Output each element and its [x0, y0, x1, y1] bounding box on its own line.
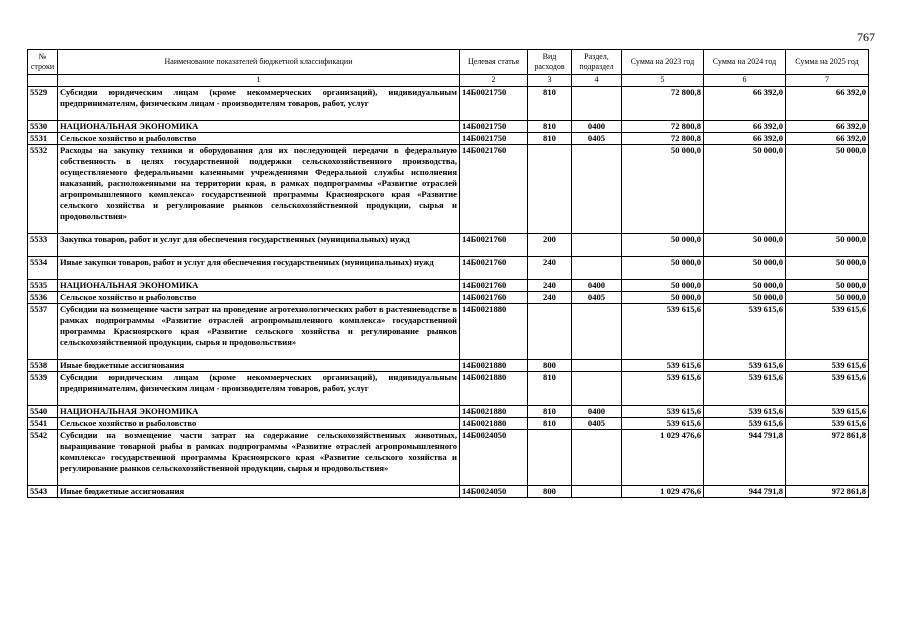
sum-2024-cell: 50 000,0: [704, 280, 786, 292]
sum-2025-cell: 50 000,0: [786, 145, 869, 234]
sum-2025-cell: 50 000,0: [786, 280, 869, 292]
section-cell: 0405: [572, 292, 622, 304]
expense-type-cell: 810: [528, 121, 572, 133]
table-row: [28, 234, 869, 257]
table-row: [28, 145, 869, 234]
table-row: [28, 292, 869, 304]
section-cell: 0405: [572, 418, 622, 430]
sum-2024-cell: 50 000,0: [704, 145, 786, 234]
sum-2025-cell: 539 615,6: [786, 304, 869, 360]
column-number: 4: [572, 75, 622, 87]
section-cell: [572, 486, 622, 498]
target-code-cell: 14Б0021880: [460, 304, 528, 360]
sum-2023-cell: 50 000,0: [622, 257, 704, 280]
row-number-cell: 5543: [28, 486, 58, 498]
sum-2023-cell: 72 800,8: [622, 121, 704, 133]
row-number-cell: 5532: [28, 145, 58, 234]
row-number-cell: 5538: [28, 360, 58, 372]
sum-2025-cell: 50 000,0: [786, 234, 869, 257]
page-number: 767: [857, 30, 875, 44]
sum-2025-cell: 539 615,6: [786, 406, 869, 418]
header-row: [28, 50, 869, 75]
table-row: [28, 486, 869, 498]
row-name-cell: Закупка товаров, работ и услуг для обеспечения государственных (муниципальных) нужд: [58, 234, 460, 257]
header-name: Наименование показателей бюджетной классификации: [58, 50, 460, 75]
row-name-cell: Субсидии на возмещение части затрат на проведение агротехнологических работ в растениеводстве в рамках подпрограммы «Развитие отраслей агропромышленного комплекса» государственной программы Красноярского края «Развитие сельского хозяйства и регулирование рынков сельскохозяйственной продукции, сырья и продовольствия»: [58, 304, 460, 360]
table-row: [28, 372, 869, 406]
column-number: 7: [786, 75, 869, 87]
table-row: [28, 133, 869, 145]
target-code-cell: 14Б0021880: [460, 406, 528, 418]
sum-2025-cell: 539 615,6: [786, 360, 869, 372]
sum-2024-cell: 539 615,6: [704, 360, 786, 372]
target-code-cell: 14Б0021760: [460, 145, 528, 234]
target-code-cell: 14Б0021750: [460, 121, 528, 133]
target-code-cell: 14Б0021880: [460, 360, 528, 372]
expense-type-cell: [528, 145, 572, 234]
sum-2025-cell: 66 392,0: [786, 133, 869, 145]
row-number-cell: 5539: [28, 372, 58, 406]
sum-2023-cell: 50 000,0: [622, 280, 704, 292]
row-number-cell: 5533: [28, 234, 58, 257]
section-cell: 0400: [572, 121, 622, 133]
table-row: [28, 121, 869, 133]
column-number: 2: [460, 75, 528, 87]
section-cell: 0400: [572, 280, 622, 292]
row-number-cell: 5536: [28, 292, 58, 304]
sum-2024-cell: 66 392,0: [704, 87, 786, 121]
row-number-cell: 5540: [28, 406, 58, 418]
sum-2024-cell: 944 791,8: [704, 486, 786, 498]
section-cell: 0405: [572, 133, 622, 145]
expense-type-cell: 200: [528, 234, 572, 257]
header-row-no: № строки: [28, 50, 58, 75]
expense-type-cell: 810: [528, 372, 572, 406]
target-code-cell: 14Б0021880: [460, 372, 528, 406]
sum-2025-cell: 972 861,8: [786, 486, 869, 498]
sum-2023-cell: 50 000,0: [622, 145, 704, 234]
header-sum-2024: Сумма на 2024 год: [704, 50, 786, 75]
row-name-cell: Расходы на закупку техники и оборудования для их последующей передачи в федеральную собственность в целях государственной поддержки сельскохозяйственного производства, осуществляемого федеральными казенными учреждениями Федеральной службы исполнения наказаний, расположенными на территории края, в рамках подпрограммы «Развитие отраслей агропромышленного комплекса» государственной программы Красноярского края «Развитие сельского хозяйства и регулирование рынков сельскохозяйственной продукции, сырья и продовольствия»: [58, 145, 460, 234]
sum-2024-cell: 50 000,0: [704, 257, 786, 280]
sum-2025-cell: 66 392,0: [786, 87, 869, 121]
sum-2025-cell: 972 861,8: [786, 430, 869, 486]
column-number: [28, 75, 58, 87]
row-name-cell: Сельское хозяйство и рыболовство: [58, 418, 460, 430]
column-number: 1: [58, 75, 460, 87]
table-row: [28, 430, 869, 486]
expense-type-cell: 810: [528, 406, 572, 418]
target-code-cell: 14Б0021760: [460, 292, 528, 304]
sum-2023-cell: 539 615,6: [622, 418, 704, 430]
row-name-cell: НАЦИОНАЛЬНАЯ ЭКОНОМИКА: [58, 121, 460, 133]
target-code-cell: 14Б0024050: [460, 430, 528, 486]
sum-2025-cell: 539 615,6: [786, 372, 869, 406]
header-section: Раздел, подраздел: [572, 50, 622, 75]
target-code-cell: 14Б0024050: [460, 486, 528, 498]
expense-type-cell: [528, 430, 572, 486]
section-cell: [572, 372, 622, 406]
header-expense-type: Вид расходов: [528, 50, 572, 75]
sum-2023-cell: 1 029 476,6: [622, 486, 704, 498]
sum-2023-cell: 72 800,8: [622, 133, 704, 145]
sum-2024-cell: 66 392,0: [704, 133, 786, 145]
expense-type-cell: 810: [528, 87, 572, 121]
sum-2025-cell: 50 000,0: [786, 257, 869, 280]
target-code-cell: 14Б0021750: [460, 87, 528, 121]
sum-2024-cell: 50 000,0: [704, 292, 786, 304]
sum-2025-cell: 50 000,0: [786, 292, 869, 304]
row-name-cell: Субсидии юридическим лицам (кроме некоммерческих организаций), индивидуальным предпринимателям, физическим лицам - производителям товаров, работ, услуг: [58, 372, 460, 406]
target-code-cell: 14Б0021760: [460, 280, 528, 292]
table-row: [28, 280, 869, 292]
table-row: [28, 406, 869, 418]
sum-2025-cell: 66 392,0: [786, 121, 869, 133]
target-code-cell: 14Б0021750: [460, 133, 528, 145]
row-name-cell: Сельское хозяйство и рыболовство: [58, 292, 460, 304]
row-number-cell: 5542: [28, 430, 58, 486]
target-code-cell: 14Б0021760: [460, 257, 528, 280]
header-sum-2025: Сумма на 2025 год: [786, 50, 869, 75]
sum-2024-cell: 539 615,6: [704, 406, 786, 418]
sum-2025-cell: 539 615,6: [786, 418, 869, 430]
section-cell: [572, 304, 622, 360]
sum-2023-cell: 539 615,6: [622, 304, 704, 360]
sum-2023-cell: 50 000,0: [622, 234, 704, 257]
table-body: [28, 87, 869, 498]
expense-type-cell: 810: [528, 418, 572, 430]
sum-2023-cell: 539 615,6: [622, 360, 704, 372]
expense-type-cell: 810: [528, 133, 572, 145]
column-number: 6: [704, 75, 786, 87]
section-cell: [572, 87, 622, 121]
row-name-cell: НАЦИОНАЛЬНАЯ ЭКОНОМИКА: [58, 280, 460, 292]
budget-table: [27, 49, 869, 498]
section-cell: 0400: [572, 406, 622, 418]
row-name-cell: Иные бюджетные ассигнования: [58, 486, 460, 498]
column-number: 5: [622, 75, 704, 87]
row-name-cell: Субсидии на возмещение части затрат на содержание сельскохозяйственных животных, выращивание товарной рыбы в рамках подпрограммы «Развитие отраслей агропромышленного комплекса» государственной программы Красноярского края «Развитие сельского хозяйства и регулирование рынков сельскохозяйственной продукции, сырья и продовольствия»: [58, 430, 460, 486]
expense-type-cell: 240: [528, 257, 572, 280]
header-sum-2023: Сумма на 2023 год: [622, 50, 704, 75]
table-row: [28, 304, 869, 360]
row-number-cell: 5541: [28, 418, 58, 430]
column-number-row: [28, 75, 869, 87]
column-number: 3: [528, 75, 572, 87]
sum-2024-cell: 50 000,0: [704, 234, 786, 257]
target-code-cell: 14Б0021760: [460, 234, 528, 257]
row-number-cell: 5531: [28, 133, 58, 145]
row-name-cell: Субсидии юридическим лицам (кроме некоммерческих организаций), индивидуальным предпринимателям, физическим лицам - производителям товаров, работ, услуг: [58, 87, 460, 121]
section-cell: [572, 234, 622, 257]
row-number-cell: 5529: [28, 87, 58, 121]
sum-2024-cell: 539 615,6: [704, 372, 786, 406]
row-number-cell: 5530: [28, 121, 58, 133]
expense-type-cell: 800: [528, 486, 572, 498]
row-name-cell: Иные бюджетные ассигнования: [58, 360, 460, 372]
row-number-cell: 5535: [28, 280, 58, 292]
section-cell: [572, 430, 622, 486]
row-number-cell: 5537: [28, 304, 58, 360]
section-cell: [572, 257, 622, 280]
expense-type-cell: 240: [528, 280, 572, 292]
sum-2023-cell: 72 800,8: [622, 87, 704, 121]
table-row: [28, 257, 869, 280]
target-code-cell: 14Б0021880: [460, 418, 528, 430]
row-number-cell: 5534: [28, 257, 58, 280]
expense-type-cell: 800: [528, 360, 572, 372]
sum-2024-cell: 66 392,0: [704, 121, 786, 133]
sum-2024-cell: 539 615,6: [704, 304, 786, 360]
sum-2023-cell: 1 029 476,6: [622, 430, 704, 486]
sum-2024-cell: 944 791,8: [704, 430, 786, 486]
row-name-cell: Сельское хозяйство и рыболовство: [58, 133, 460, 145]
table-row: [28, 87, 869, 121]
row-name-cell: Иные закупки товаров, работ и услуг для обеспечения государственных (муниципальных) нужд: [58, 257, 460, 280]
sum-2023-cell: 539 615,6: [622, 406, 704, 418]
table-row: [28, 360, 869, 372]
table-row: [28, 418, 869, 430]
sum-2023-cell: 539 615,6: [622, 372, 704, 406]
sum-2023-cell: 50 000,0: [622, 292, 704, 304]
section-cell: [572, 360, 622, 372]
expense-type-cell: [528, 304, 572, 360]
header-target: Целевая статья: [460, 50, 528, 75]
sum-2024-cell: 539 615,6: [704, 418, 786, 430]
row-name-cell: НАЦИОНАЛЬНАЯ ЭКОНОМИКА: [58, 406, 460, 418]
expense-type-cell: 240: [528, 292, 572, 304]
section-cell: [572, 145, 622, 234]
